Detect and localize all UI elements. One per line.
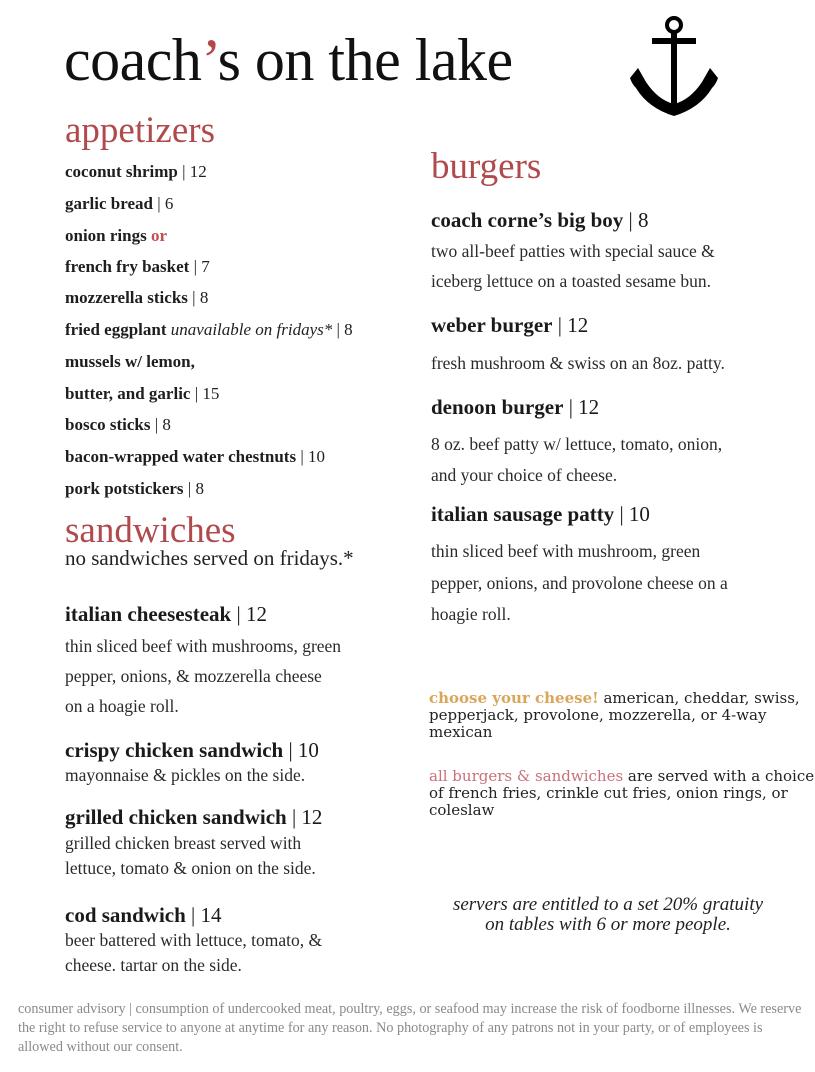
title-apostrophe: ’ (201, 27, 218, 93)
menu-item-desc: fresh mushroom & swiss on an 8oz. patty. (431, 353, 725, 373)
list-item: fried eggplant unavailable on fridays* | 8 (65, 320, 353, 339)
menu-item-desc: on a hoagie roll. (65, 696, 179, 716)
menu-item-name: denoon burger | 12 (431, 395, 600, 419)
list-item: onion rings or (65, 226, 168, 245)
sandwiches-heading: sandwiches (65, 510, 236, 551)
anchor-icon (624, 12, 724, 120)
menu-item-name: italian cheesesteak | 12 (65, 602, 267, 626)
restaurant-title (64, 27, 513, 93)
menu-item-name: crispy chicken sandwich | 10 (65, 738, 319, 762)
list-item: coconut shrimp | 12 (65, 162, 207, 181)
list-item: garlic bread | 6 (65, 194, 174, 213)
gratuity-line-1: servers are entitled to a set 20% gratuity (452, 894, 764, 915)
list-item: french fry basket | 7 (65, 257, 210, 276)
title-part-1: coach (64, 27, 202, 93)
menu-item-desc: hoagie roll. (431, 604, 511, 624)
cheese-note-text: american, cheddar, swiss, pepperjack, provolone, mozzerella, or 4-way mexican (429, 689, 800, 741)
menu-item-desc: cheese. tartar on the side. (65, 955, 242, 975)
list-item: mussels w/ lemon, (65, 352, 195, 371)
menu-item-desc: thin sliced beef with mushroom, green (431, 541, 701, 561)
menu-item-desc: lettuce, tomato & onion on the side. (65, 858, 316, 878)
sides-note-highlight: all burgers & sandwiches (429, 767, 624, 785)
sides-note (429, 768, 815, 819)
burgers-heading: burgers (431, 146, 542, 187)
menu-item-name: grilled chicken sandwich | 12 (65, 805, 323, 829)
menu-item-name: italian sausage patty | 10 (431, 502, 650, 526)
cheese-note-highlight: choose your cheese! (429, 689, 599, 707)
gratuity-note (418, 895, 798, 935)
cheese-note (429, 690, 815, 741)
sides-note-text: are served with a choice of french fries, crinkle cut fries, onion rings, or coleslaw (429, 767, 815, 819)
menu-item-desc: and your choice of cheese. (431, 465, 618, 485)
title-part-2: s on the lake (217, 27, 513, 93)
menu-item-desc: beer battered with lettuce, tomato, & (65, 930, 323, 950)
gratuity-line-2: on tables with 6 or more people. (485, 914, 731, 935)
list-item: pork potstickers | 8 (65, 479, 204, 498)
menu-item-desc: pepper, onions, and provolone cheese on a (431, 573, 728, 593)
menu-item-desc: 8 oz. beef patty w/ lettuce, tomato, onion, (431, 434, 723, 454)
list-item: butter, and garlic | 15 (65, 384, 220, 403)
appetizers-heading: appetizers (65, 110, 215, 151)
menu-item-desc: two all-beef patties with special sauce & (431, 241, 715, 261)
menu-item-name: coach corne’s big boy | 8 (431, 208, 649, 232)
menu-item-name: weber burger | 12 (431, 313, 589, 337)
menu-item-desc: mayonnaise & pickles on the side. (65, 765, 306, 785)
sandwiches-note: no sandwiches served on fridays.* (65, 546, 354, 570)
list-item: bosco sticks | 8 (65, 415, 171, 434)
list-item: mozzerella sticks | 8 (65, 288, 209, 307)
consumer-advisory: consumer advisory | consumption of undercooked meat, poultry, eggs, or seafood may increase the risk of foodborne illnesses. We reserve the right to refuse service to anyone at anytime for any reason. No photography of any patrons not in your party, or of employees is allowed without our consent. (18, 1001, 802, 1055)
menu-item-name: cod sandwich | 14 (65, 903, 222, 927)
menu-item-desc: iceberg lettuce on a toasted sesame bun. (431, 271, 712, 291)
menu-item-desc: grilled chicken breast served with (65, 833, 302, 853)
menu-item-desc: thin sliced beef with mushrooms, green (65, 636, 342, 656)
list-item: bacon-wrapped water chestnuts | 10 (65, 447, 325, 466)
menu-item-desc: pepper, onions, & mozzerella cheese (65, 666, 322, 686)
